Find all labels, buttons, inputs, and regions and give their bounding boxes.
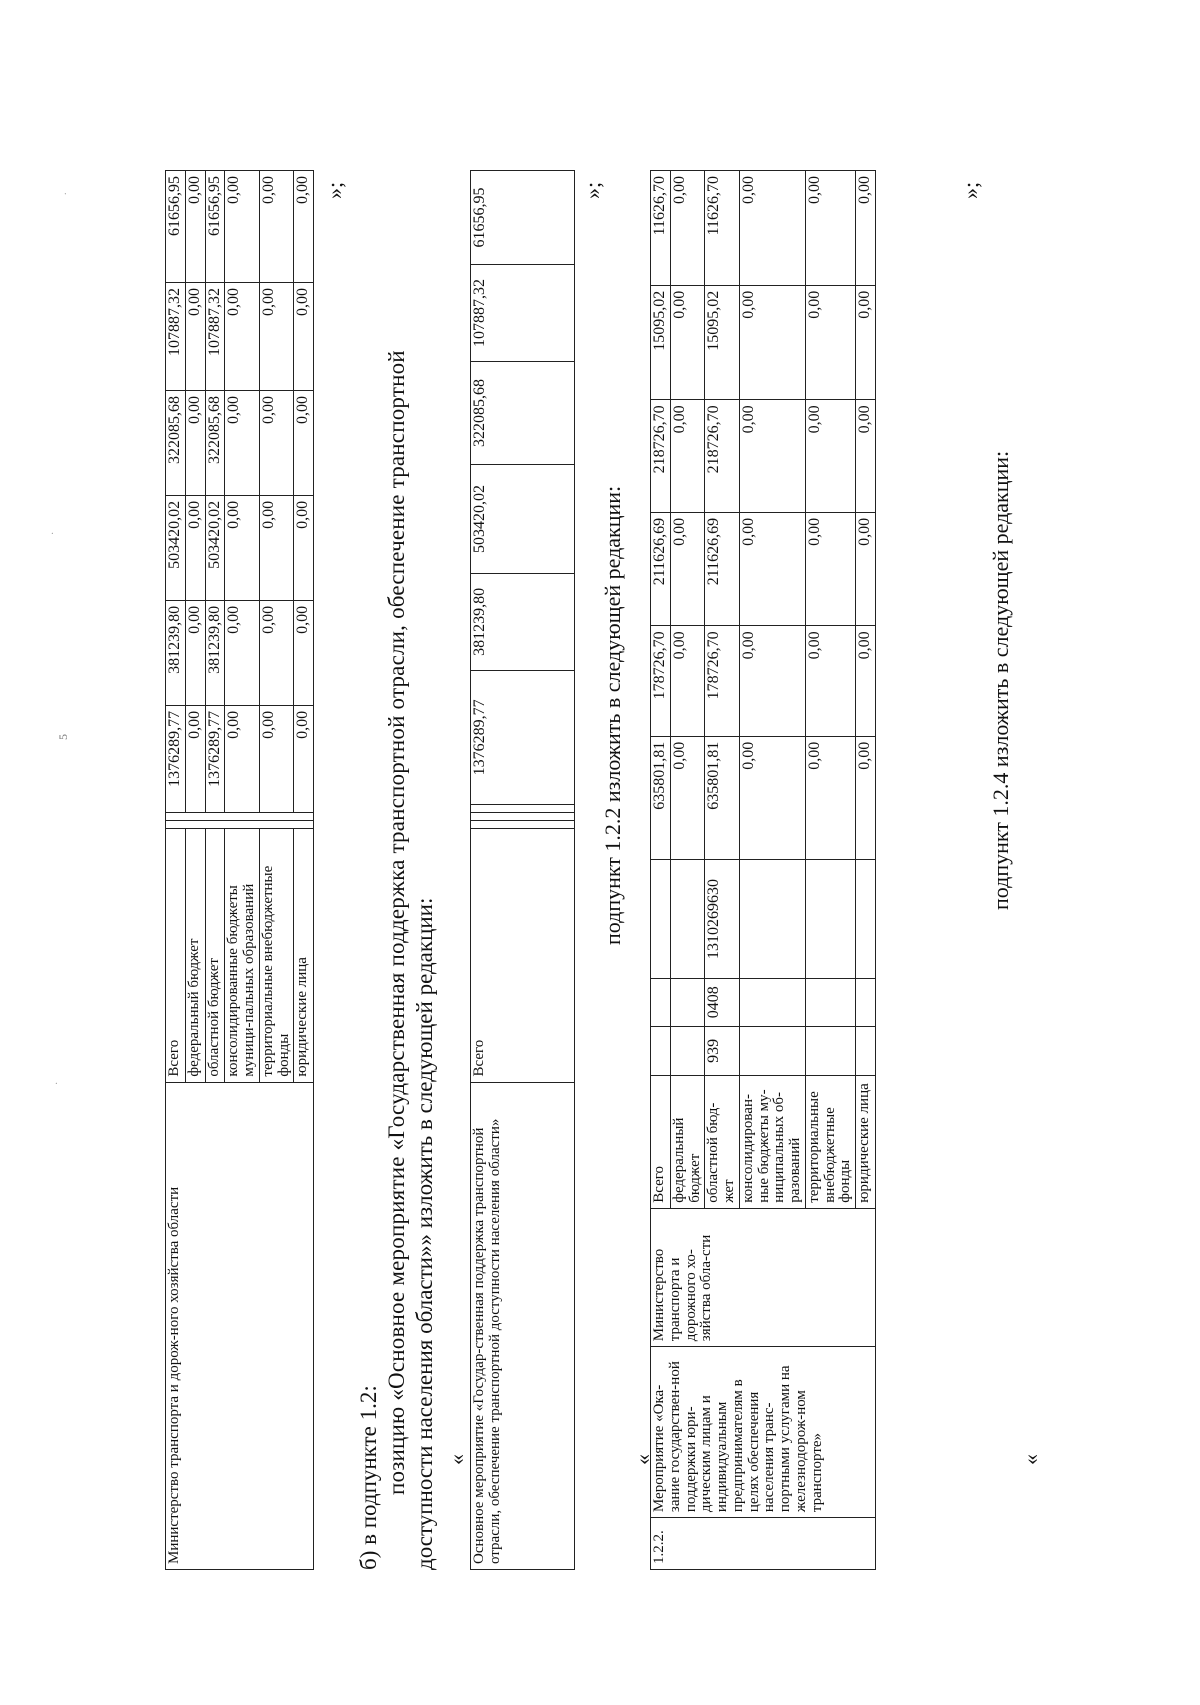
value-cell: 381239,80 bbox=[471, 573, 575, 670]
page-number: 5 bbox=[56, 734, 70, 740]
source-cell: консолидирован-ные бюджеты му-ниципальных об-разований bbox=[739, 1076, 805, 1209]
source-cell: Всего bbox=[166, 828, 186, 1082]
paragraph-b-line3: доступности населения области»» изложить в следующей редакции: bbox=[412, 897, 437, 1570]
value-cell: 178726,70 bbox=[705, 626, 740, 736]
value-cell: 0,00 bbox=[739, 512, 805, 626]
value-cell: 0,00 bbox=[185, 705, 205, 812]
value-cell: 0,00 bbox=[739, 285, 805, 400]
table-row bbox=[651, 171, 671, 1570]
value-cell: 381239,80 bbox=[205, 600, 225, 705]
org-cell: Министерство транспорта и дорожного хо-зяйства обла-сти bbox=[651, 1208, 876, 1346]
value-cell: 0,00 bbox=[259, 390, 294, 495]
source-cell: областной бюджет bbox=[205, 828, 225, 1082]
value-cell: 0,00 bbox=[739, 736, 805, 859]
table-measure-122 bbox=[650, 170, 876, 1570]
value-cell: 1376289,77 bbox=[471, 670, 575, 804]
value-cell: 61656,95 bbox=[205, 171, 225, 283]
value-cell: 107887,32 bbox=[471, 265, 575, 362]
value-cell: 0,00 bbox=[670, 400, 705, 512]
value-cell: 0,00 bbox=[805, 171, 855, 286]
closing-quote: »; bbox=[580, 181, 605, 199]
source-cell: областной бюд-жет bbox=[705, 1076, 740, 1209]
source-cell: территориальные внебюджетные фонды bbox=[805, 1076, 855, 1209]
closing-quote: »; bbox=[958, 181, 983, 199]
value-cell: 0,00 bbox=[856, 285, 876, 400]
source-cell: юридические лица bbox=[856, 1076, 876, 1209]
value-cell: 0,00 bbox=[856, 400, 876, 512]
grbs-cell: 939 bbox=[705, 1026, 740, 1076]
value-cell: 0,00 bbox=[805, 626, 855, 736]
value-cell: 635801,81 bbox=[705, 736, 740, 859]
value-cell: 107887,32 bbox=[166, 283, 186, 391]
value-cell: 0,00 bbox=[856, 626, 876, 736]
measure-name-cell: Основное мероприятие «Государ-ственная поддержка транспортной отрасли, обеспечение транспортной доступности населения области» bbox=[471, 1082, 575, 1569]
value-cell: 11626,70 bbox=[705, 171, 740, 286]
value-cell: 218726,70 bbox=[705, 400, 740, 512]
value-cell: 0,00 bbox=[294, 283, 314, 391]
value-cell: 0,00 bbox=[856, 171, 876, 286]
value-cell: 0,00 bbox=[294, 171, 314, 283]
value-cell: 0,00 bbox=[225, 705, 260, 812]
source-cell: федеральный бюджет bbox=[670, 1076, 705, 1209]
value-cell: 503420,02 bbox=[166, 495, 186, 600]
source-cell: Всего bbox=[471, 828, 575, 1082]
paragraph-122: подпункт 1.2.2 изложить в следующей редакции: bbox=[600, 485, 625, 945]
value-cell: 0,00 bbox=[225, 600, 260, 705]
value-cell: 0,00 bbox=[805, 400, 855, 512]
value-cell: 0,00 bbox=[294, 390, 314, 495]
value-cell: 211626,69 bbox=[651, 512, 671, 626]
value-cell: 0,00 bbox=[739, 171, 805, 286]
source-cell: территориальные внебюджетные фонды bbox=[259, 828, 294, 1082]
value-cell: 0,00 bbox=[259, 283, 294, 391]
value-cell: 0,00 bbox=[185, 283, 205, 391]
value-cell: 0,00 bbox=[739, 626, 805, 736]
value-cell: 0,00 bbox=[225, 171, 260, 283]
source-cell: юридические лица bbox=[294, 828, 314, 1082]
paragraph-b: б) в подпункте 1.2: bbox=[356, 1385, 381, 1570]
value-cell: 322085,68 bbox=[205, 390, 225, 495]
value-cell: 211626,69 bbox=[705, 512, 740, 626]
opening-quote: « bbox=[630, 1454, 655, 1465]
value-cell: 0,00 bbox=[185, 495, 205, 600]
closing-quote: »; bbox=[322, 181, 347, 199]
table-main-measure bbox=[470, 170, 575, 1570]
paragraph-b-line2: позицию «Основное мероприятие «Государственная поддержка транспортной отрасли, обеспечение транспортной bbox=[384, 350, 409, 1495]
value-cell: 0,00 bbox=[185, 600, 205, 705]
value-cell: 218726,70 bbox=[651, 400, 671, 512]
value-cell: 0,00 bbox=[294, 705, 314, 812]
source-cell: консолидированные бюджеты муници-пальных образований bbox=[225, 828, 260, 1082]
value-cell: 178726,70 bbox=[651, 626, 671, 736]
value-cell: 0,00 bbox=[670, 626, 705, 736]
value-cell: 0,00 bbox=[805, 736, 855, 859]
value-cell: 0,00 bbox=[259, 171, 294, 283]
value-cell: 503420,02 bbox=[471, 464, 575, 573]
org-cell: Министерство транспорта и дорож-ного хозяйства области bbox=[166, 1082, 314, 1569]
value-cell: 0,00 bbox=[225, 390, 260, 495]
rotated-page bbox=[0, 65, 1100, 1705]
scan-speck: · bbox=[52, 1081, 63, 1085]
value-cell: 1376289,77 bbox=[205, 705, 225, 812]
measure-name-cell: Мероприятие «Ока-зание государствен-ной поддержки юри-дическим лицам и индивидуальным предпринимателям в целях обеспечения населения транс-портными услугами на железнодорож-ном транспорте» bbox=[651, 1347, 876, 1518]
value-cell: 0,00 bbox=[805, 512, 855, 626]
value-cell: 0,00 bbox=[856, 512, 876, 626]
value-cell: 0,00 bbox=[856, 736, 876, 859]
value-cell: 61656,95 bbox=[471, 171, 575, 265]
value-cell: 0,00 bbox=[670, 512, 705, 626]
value-cell: 1376289,77 bbox=[166, 705, 186, 812]
value-cell: 0,00 bbox=[739, 400, 805, 512]
value-cell: 15095,02 bbox=[705, 285, 740, 400]
table-row bbox=[166, 171, 186, 1570]
value-cell: 0,00 bbox=[225, 495, 260, 600]
source-cell: Всего bbox=[651, 1076, 671, 1209]
opening-quote: « bbox=[1018, 1454, 1043, 1465]
rzpr-cell: 0408 bbox=[705, 978, 740, 1026]
value-cell: 0,00 bbox=[185, 390, 205, 495]
value-cell: 322085,68 bbox=[166, 390, 186, 495]
value-cell: 0,00 bbox=[185, 171, 205, 283]
value-cell: 11626,70 bbox=[651, 171, 671, 286]
opening-quote: « bbox=[444, 1454, 469, 1465]
table-funding-ministry bbox=[165, 170, 314, 1570]
value-cell: 0,00 bbox=[805, 285, 855, 400]
scan-speck: . bbox=[58, 192, 69, 195]
value-cell: 0,00 bbox=[670, 285, 705, 400]
value-cell: 0,00 bbox=[259, 705, 294, 812]
value-cell: 0,00 bbox=[670, 736, 705, 859]
csr-cell: 1310269630 bbox=[705, 859, 740, 978]
number-cell: 1.2.2. bbox=[651, 1518, 876, 1570]
value-cell: 635801,81 bbox=[651, 736, 671, 859]
value-cell: 381239,80 bbox=[166, 600, 186, 705]
value-cell: 0,00 bbox=[294, 495, 314, 600]
value-cell: 61656,95 bbox=[166, 171, 186, 283]
value-cell: 0,00 bbox=[259, 600, 294, 705]
value-cell: 0,00 bbox=[225, 283, 260, 391]
table-row bbox=[471, 171, 575, 1570]
scan-speck: · bbox=[48, 531, 59, 535]
source-cell: федеральный бюджет bbox=[185, 828, 205, 1082]
value-cell: 322085,68 bbox=[471, 362, 575, 465]
value-cell: 107887,32 bbox=[205, 283, 225, 391]
value-cell: 0,00 bbox=[294, 600, 314, 705]
value-cell: 0,00 bbox=[259, 495, 294, 600]
value-cell: 0,00 bbox=[670, 171, 705, 286]
value-cell: 503420,02 bbox=[205, 495, 225, 600]
value-cell: 15095,02 bbox=[651, 285, 671, 400]
paragraph-124: подпункт 1.2.4 изложить в следующей редакции: bbox=[988, 450, 1013, 910]
